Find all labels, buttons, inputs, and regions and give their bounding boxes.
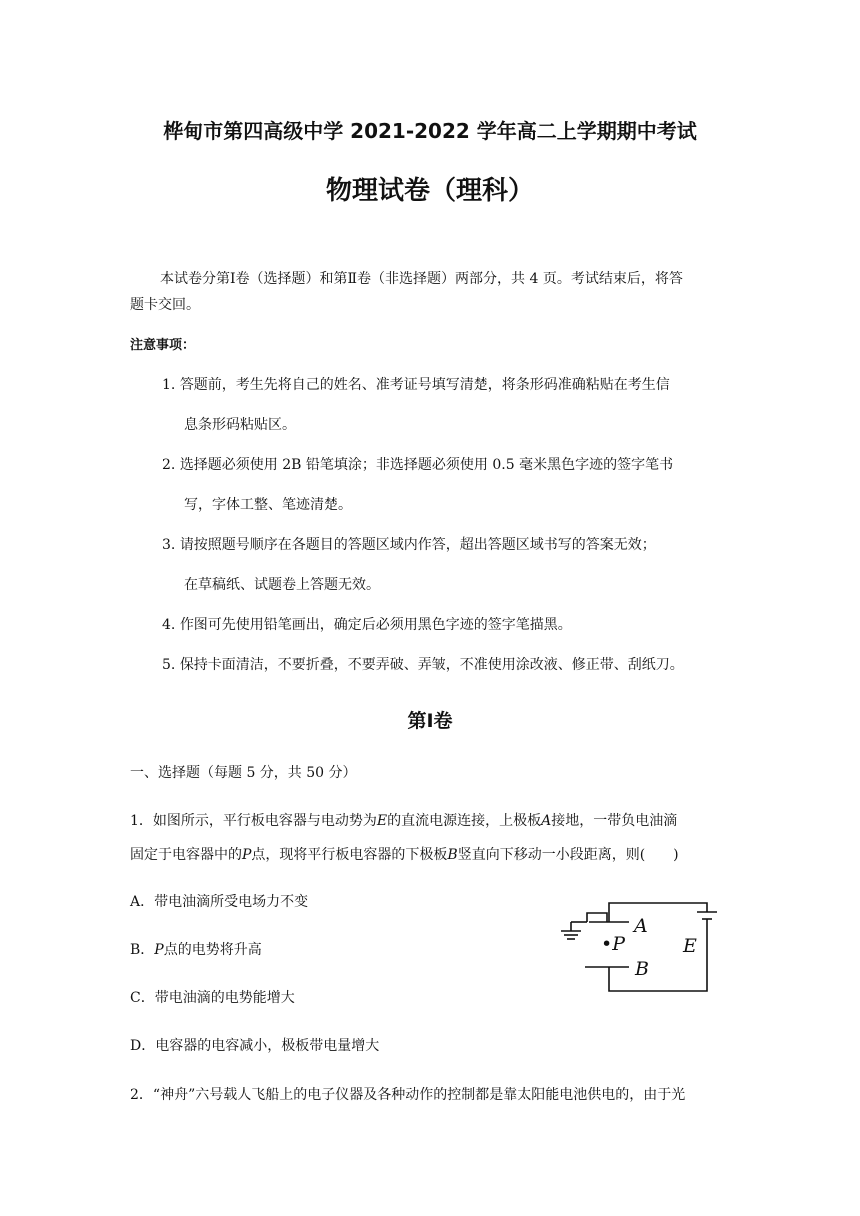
note-text: 选择题必须使用 2B 铅笔填涂；非选择题必须使用 0.5 毫米黑色字迹的签字笔书 — [179, 457, 674, 473]
note-number: 3. — [162, 537, 176, 553]
note-item-5 — [162, 654, 684, 674]
note-number: 5. — [162, 657, 176, 673]
q1-option-d: D．电容器的电容减小，极板带电量增大 — [130, 1038, 380, 1054]
note-item-2-cont: 写，字体工整、笔迹清楚。 — [184, 497, 352, 513]
point-p-label: •P — [601, 933, 625, 955]
note-item-1-cont: 息条形码粘贴区。 — [184, 417, 296, 433]
q2-line-1: 2．“神舟”六号载人飞船上的电子仪器及各种动作的控制都是靠太阳能电池供电的，由于光 — [130, 1087, 686, 1103]
plate-a-label: A — [634, 915, 648, 937]
notes-heading: 注意事项： — [130, 338, 196, 353]
plate-b-label: B — [635, 958, 649, 980]
note-text: 答题前，考生先将自己的姓名、准考证号填写清楚，将条形码准确粘贴在考生信 — [179, 377, 670, 393]
note-number: 2. — [162, 457, 176, 473]
q1-option-c: C．带电油滴的电势能增大 — [130, 990, 295, 1006]
emf-e-label: E — [683, 935, 697, 957]
section-title: 第Ⅰ卷 — [407, 710, 453, 732]
q1-line-1: 1．如图所示，平行板电容器与电动势为E的直流电源连接，上极板A接地，一带负电油滴 — [130, 813, 678, 829]
note-item-1 — [162, 374, 670, 394]
section-part: 一、选择题（每题 5 分，共 50 分） — [130, 765, 357, 781]
q1-option-a: A．带电油滴所受电场力不变 — [130, 894, 309, 910]
note-number: 4. — [162, 617, 176, 633]
q1-option-b: B．P点的电势将升高 — [130, 942, 262, 958]
note-item-4 — [162, 614, 572, 634]
exam-subtitle: 物理试卷（理科） — [325, 176, 534, 206]
note-number: 1. — [162, 377, 176, 393]
note-item-3 — [162, 534, 656, 554]
q1-line-2: 固定于电容器中的P点，现将平行板电容器的下极板B竖直向下移动一小段距离，则( ) — [130, 847, 679, 863]
note-item-3-cont: 在草稿纸、试题卷上答题无效。 — [184, 577, 380, 593]
note-text: 保持卡面清洁，不要折叠，不要弄破、弄皱，不准使用涂改液、修正带、刮纸刀。 — [179, 657, 684, 673]
exam-title: 桦甸市第四高级中学 2021-2022 学年高二上学期期中考试 — [163, 119, 697, 143]
note-text: 请按照题号顺序在各题目的答题区域内作答，超出答题区域书写的答案无效； — [179, 537, 656, 553]
intro-line-1: 本试卷分第Ⅰ卷（选择题）和第Ⅱ卷（非选择题）两部分，共 4 页。考试结束后，将答 — [160, 271, 683, 287]
note-text: 作图可先使用铅笔画出，确定后必须用黑色字迹的签字笔描黑。 — [179, 617, 572, 633]
capacitor-circuit-figure — [555, 895, 725, 1005]
note-item-2 — [162, 454, 673, 474]
intro-line-2: 题卡交回。 — [130, 297, 200, 313]
